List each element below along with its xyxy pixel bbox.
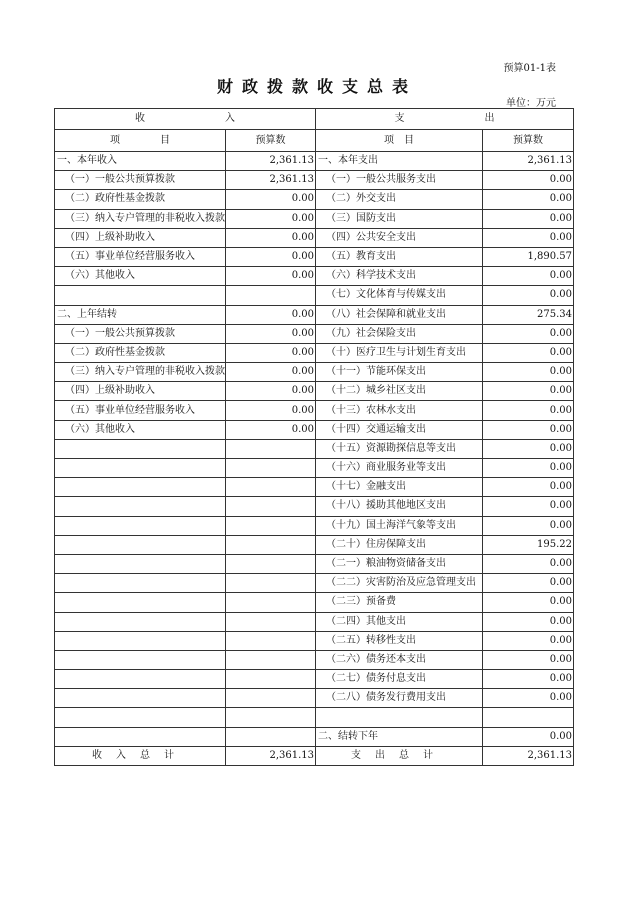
expense-item-label: （十五）资源勘探信息等支出 — [316, 439, 483, 458]
expense-item-value: 0.00 — [483, 171, 574, 190]
expense-item-label: （五）教育支出 — [316, 247, 483, 266]
table-row — [55, 439, 574, 458]
expense-item-label: （九）社会保险支出 — [316, 324, 483, 343]
table-row — [55, 650, 574, 669]
income-item-value — [226, 689, 316, 708]
income-item-label — [55, 459, 226, 478]
expense-item-label — [316, 708, 483, 727]
table-row — [55, 171, 574, 190]
table-row — [55, 535, 574, 554]
table-row — [55, 516, 574, 535]
table-row — [55, 190, 574, 209]
expense-total-label: 支出总计 — [316, 746, 483, 765]
income-total-label: 收入总计 — [55, 746, 226, 765]
table-row — [55, 727, 574, 746]
expense-item-value: 0.00 — [483, 382, 574, 401]
expense-item-value: 0.00 — [483, 612, 574, 631]
income-item-value: 0.00 — [226, 401, 316, 420]
income-item-label — [55, 689, 226, 708]
income-item-value — [226, 478, 316, 497]
table-row — [55, 478, 574, 497]
income-item-label: （四）上级补助收入 — [55, 228, 226, 247]
table-row — [55, 554, 574, 573]
unit-label: 单位：万元 — [506, 98, 556, 109]
income-item-value — [226, 593, 316, 612]
column-header-row — [55, 130, 574, 152]
table-row — [55, 459, 574, 478]
income-item-label: （一）一般公共预算拨款 — [55, 324, 226, 343]
expense-item-label: （十七）金融支出 — [316, 478, 483, 497]
income-item-value: 0.00 — [226, 324, 316, 343]
income-item-value: 0.00 — [226, 343, 316, 362]
form-code: 预算01-1表 — [503, 63, 556, 74]
income-item-value — [226, 727, 316, 746]
table-row — [55, 228, 574, 247]
expense-item-label: （十三）农林水支出 — [316, 401, 483, 420]
expense-item-label: （二四）其他支出 — [316, 612, 483, 631]
income-item-label: （二）政府性基金拨款 — [55, 343, 226, 362]
income-item-value — [226, 439, 316, 458]
section-header-row — [55, 109, 574, 130]
table-row — [55, 574, 574, 593]
table-row — [55, 401, 574, 420]
income-item-value: 0.00 — [226, 209, 316, 228]
table-row — [55, 363, 574, 382]
expense-item-value — [483, 708, 574, 727]
expense-item-value: 0.00 — [483, 689, 574, 708]
income-item-label — [55, 478, 226, 497]
income-item-value — [226, 708, 316, 727]
expense-item-label: （二五）转移性支出 — [316, 631, 483, 650]
table-row — [55, 267, 574, 286]
income-item-label: （五）事业单位经营服务收入 — [55, 247, 226, 266]
expense-item-value: 0.00 — [483, 650, 574, 669]
expense-item-value: 0.00 — [483, 286, 574, 305]
income-item-label — [55, 593, 226, 612]
income-item-value: 0.00 — [226, 420, 316, 439]
expense-item-label: （二一）粮油物资储备支出 — [316, 554, 483, 573]
income-item-value: 0.00 — [226, 382, 316, 401]
expense-item-value: 0.00 — [483, 420, 574, 439]
income-item-value: 0.00 — [226, 247, 316, 266]
expense-item-value: 0.00 — [483, 190, 574, 209]
income-item-label: 一、本年收入 — [55, 152, 226, 171]
income-total-value: 2,361.13 — [226, 746, 316, 765]
income-item-label — [55, 670, 226, 689]
income-item-label — [55, 439, 226, 458]
table-row — [55, 343, 574, 362]
income-item-label — [55, 574, 226, 593]
income-item-value: 0.00 — [226, 190, 316, 209]
expense-item-value: 195.22 — [483, 535, 574, 554]
expense-item-value: 0.00 — [483, 593, 574, 612]
income-item-label: （二）政府性基金拨款 — [55, 190, 226, 209]
expense-item-label: （二）外交支出 — [316, 190, 483, 209]
income-item-label: 二、上年结转 — [55, 305, 226, 324]
expense-item-label: 二、结转下年 — [316, 727, 483, 746]
income-item-label: （四）上级补助收入 — [55, 382, 226, 401]
expense-item-label: （二十）住房保障支出 — [316, 535, 483, 554]
expense-item-label: （十六）商业服务业等支出 — [316, 459, 483, 478]
income-item-label: （六）其他收入 — [55, 420, 226, 439]
income-item-value — [226, 459, 316, 478]
expense-item-label: （二三）预备费 — [316, 593, 483, 612]
table-row — [55, 382, 574, 401]
expense-item-label: （三）国防支出 — [316, 209, 483, 228]
income-item-value — [226, 574, 316, 593]
income-item-value — [226, 612, 316, 631]
expense-item-label: （二二）灾害防治及应急管理支出 — [316, 574, 483, 593]
expense-item-label: （十一）节能环保支出 — [316, 363, 483, 382]
page-title: 财政拨款收支总表 — [216, 77, 417, 96]
expense-item-label: （十四）交通运输支出 — [316, 420, 483, 439]
expense-header: 支 出 — [316, 109, 574, 130]
expense-item-label: （二七）债务付息支出 — [316, 670, 483, 689]
expense-item-value: 2,361.13 — [483, 152, 574, 171]
expense-item-header: 项 目 — [316, 130, 483, 152]
table-row — [55, 631, 574, 650]
table-row — [55, 497, 574, 516]
income-item-label — [55, 286, 226, 305]
income-item-value — [226, 650, 316, 669]
budget-table — [54, 108, 574, 766]
expense-item-value: 0.00 — [483, 516, 574, 535]
income-item-label: （五）事业单位经营服务收入 — [55, 401, 226, 420]
expense-item-label: （七）文化体育与传媒支出 — [316, 286, 483, 305]
expense-item-value: 0.00 — [483, 343, 574, 362]
expense-item-value: 0.00 — [483, 228, 574, 247]
income-budget-header: 预算数 — [226, 130, 316, 152]
expense-item-value: 0.00 — [483, 439, 574, 458]
income-item-value — [226, 631, 316, 650]
table-row — [55, 612, 574, 631]
income-item-value: 0.00 — [226, 363, 316, 382]
table-row — [55, 670, 574, 689]
income-item-label — [55, 631, 226, 650]
expense-item-value: 0.00 — [483, 401, 574, 420]
expense-item-label: （十八）援助其他地区支出 — [316, 497, 483, 516]
income-item-value: 2,361.13 — [226, 171, 316, 190]
income-item-label — [55, 612, 226, 631]
table-row — [55, 305, 574, 324]
expense-item-value: 0.00 — [483, 324, 574, 343]
expense-total-value: 2,361.13 — [483, 746, 574, 765]
expense-item-label: （二八）债务发行费用支出 — [316, 689, 483, 708]
expense-budget-header: 预算数 — [483, 130, 574, 152]
expense-item-label: 一、本年支出 — [316, 152, 483, 171]
income-item-value — [226, 286, 316, 305]
income-item-header: 项 目 — [55, 130, 226, 152]
expense-item-value: 0.00 — [483, 574, 574, 593]
expense-item-value: 0.00 — [483, 478, 574, 497]
table-row — [55, 708, 574, 727]
income-item-label — [55, 497, 226, 516]
income-item-label — [55, 650, 226, 669]
income-item-label: （三）纳入专户管理的非税收入拨款 — [55, 209, 226, 228]
income-item-label: （一）一般公共预算拨款 — [55, 171, 226, 190]
table-row — [55, 286, 574, 305]
income-header: 收 入 — [55, 109, 316, 130]
expense-item-value: 0.00 — [483, 670, 574, 689]
income-item-label — [55, 554, 226, 573]
expense-item-label: （一）一般公共服务支出 — [316, 171, 483, 190]
table-row — [55, 420, 574, 439]
income-item-label — [55, 516, 226, 535]
expense-item-value: 0.00 — [483, 209, 574, 228]
expense-item-label: （四）公共安全支出 — [316, 228, 483, 247]
income-item-value: 0.00 — [226, 228, 316, 247]
expense-item-value: 0.00 — [483, 497, 574, 516]
expense-item-value: 0.00 — [483, 363, 574, 382]
table-row — [55, 689, 574, 708]
income-item-value: 0.00 — [226, 267, 316, 286]
income-item-value — [226, 670, 316, 689]
total-row — [55, 746, 574, 765]
income-item-value: 2,361.13 — [226, 152, 316, 171]
table-row — [55, 593, 574, 612]
income-item-value — [226, 516, 316, 535]
income-item-label — [55, 535, 226, 554]
expense-item-value: 0.00 — [483, 554, 574, 573]
expense-item-label: （十二）城乡社区支出 — [316, 382, 483, 401]
expense-item-value: 275.34 — [483, 305, 574, 324]
income-item-label: （三）纳入专户管理的非税收入拨款 — [55, 363, 226, 382]
income-item-label — [55, 727, 226, 746]
expense-item-label: （十）医疗卫生与计划生育支出 — [316, 343, 483, 362]
expense-item-value: 0.00 — [483, 631, 574, 650]
income-item-value — [226, 497, 316, 516]
expense-item-label: （十九）国土海洋气象等支出 — [316, 516, 483, 535]
income-item-label: （六）其他收入 — [55, 267, 226, 286]
expense-item-value: 0.00 — [483, 727, 574, 746]
expense-item-label: （八）社会保障和就业支出 — [316, 305, 483, 324]
expense-item-value: 1,890.57 — [483, 247, 574, 266]
table-row — [55, 152, 574, 171]
income-item-value — [226, 535, 316, 554]
expense-item-value: 0.00 — [483, 267, 574, 286]
income-item-value — [226, 554, 316, 573]
expense-item-value: 0.00 — [483, 459, 574, 478]
table-row — [55, 209, 574, 228]
income-item-label — [55, 708, 226, 727]
table-row — [55, 247, 574, 266]
expense-item-label: （六）科学技术支出 — [316, 267, 483, 286]
income-item-value: 0.00 — [226, 305, 316, 324]
expense-item-label: （二六）债务还本支出 — [316, 650, 483, 669]
table-row — [55, 324, 574, 343]
